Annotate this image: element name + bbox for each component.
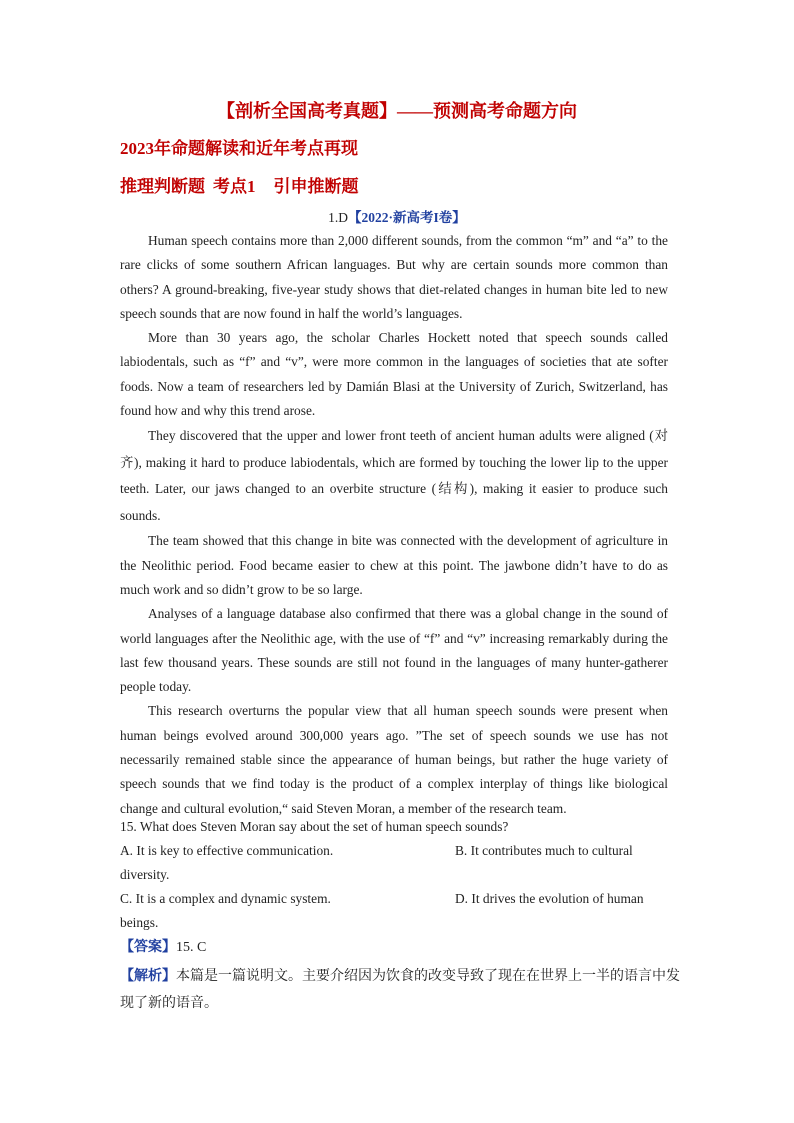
passage-paragraph: Analyses of a language database also confirmed that there was a global change in the sound of world languages after the Neolithic age, with the use of “f” and “v” increasing remarkably during the last few thousand years. These sounds are still not found in the languages of many hunter-gatherer people today. xyxy=(120,606,668,695)
exam-topic: 引申推断题 xyxy=(273,177,359,196)
passage-paragraph: This research overturns the popular view that all human speech sounds were present when human beings evolved around 300,000 years ago. ”The set of speech sounds we use has not necessarily remained stable since the appearance of human beings, but rather the huge variety of speech sounds that we find today is the product of a complex interplay of things like biological change and cultural evolution,“ said Steven Moran, a member of the research team. xyxy=(120,703,668,816)
passage-paragraph: Human speech contains more than 2,000 different sounds, from the common “m” and “a” to the rare clicks of some southern African languages. But why are certain sounds more common than others? A ground-breaking, five-year study shows that diet-related changes in human bite led to new speech sounds that are now found in half the world’s languages. xyxy=(120,233,668,321)
exam-point: 考点1 xyxy=(213,177,256,196)
option-c: C. It is a complex and dynamic system. xyxy=(120,891,331,906)
question-heading xyxy=(0,206,794,226)
option-b: B. It contributes much to cultural xyxy=(455,843,633,858)
passage-paragraph: More than 30 years ago, the scholar Charles Hockett noted that speech sounds called labiodentals, such as “f” and “v”, were more common in the languages of societies that ate softer foods. Now a team of researchers led by Damián Blasi at the University of Zurich, Switzerland, has found how and why this trend arose. xyxy=(120,330,668,419)
question-source: 【2022·新高考I卷】 xyxy=(348,210,466,225)
section-type-title xyxy=(120,172,359,197)
option-a: A. It is key to effective communication. xyxy=(120,843,334,858)
answer-value: 15. C xyxy=(176,940,207,955)
reading-passage xyxy=(120,229,668,821)
question-number: 1.D xyxy=(328,210,349,225)
analysis-tag: 【解析】 xyxy=(120,969,176,984)
analysis-text: 本篇是一篇说明文。主要介绍因为饮食的改变导致了现在在世界上一半的语言中发现了新的语音。 xyxy=(120,969,680,1011)
option-d-continued: beings. xyxy=(120,915,159,930)
option-d: D. It drives the evolution of human xyxy=(455,891,644,906)
question-type: 推理判断题 xyxy=(120,177,205,196)
option-b-continued: diversity. xyxy=(120,867,170,882)
question-stem: 15. What does Steven Moran say about the set of human speech sounds? xyxy=(120,819,509,834)
main-title: 【剖析全国高考真题】——预测高考命题方向 xyxy=(217,101,577,121)
passage-paragraph: They discovered that the upper and lower front teeth of ancient human adults were aligned (对齐), making it hard to produce labiodentals, which are formed by touching the lower lip to the upper teeth. Later, our jaws changed to an overbite structure (结构), making it easier to produce such sounds. xyxy=(120,428,668,523)
answer-line xyxy=(120,936,206,960)
answer-tag: 【答案】 xyxy=(120,940,176,955)
analysis-block xyxy=(120,963,680,1017)
section-year-title: 2023年命题解读和近年考点再现 xyxy=(120,139,358,158)
passage-paragraph: The team showed that this change in bite was connected with the development of agriculture in the Neolithic period. Food became easier to chew at this point. The jawbone didn’t have to do as much work and so didn’t grow to be so large. xyxy=(120,533,668,597)
